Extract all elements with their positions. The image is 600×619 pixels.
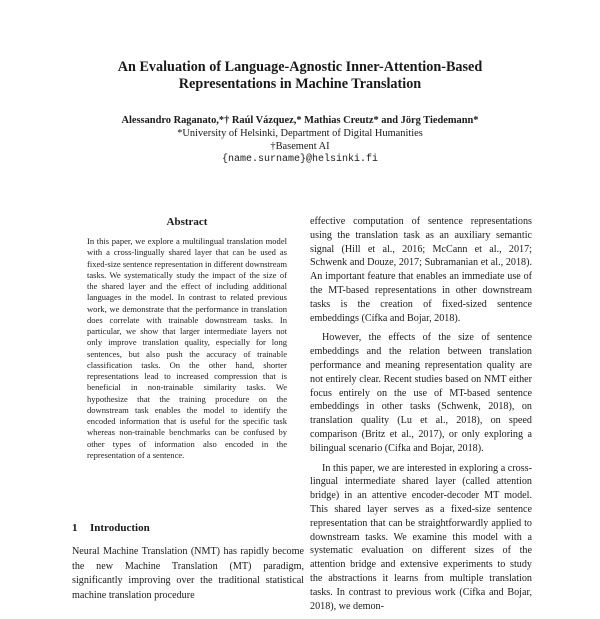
right-paragraph-2: However, the effects of the size of sentence embeddings and the relation between translation performance and meaning representation quality are not entirely clear. Recent studies based on NMT either focus entirely on the use of MT-based sentence embeddings in other tasks (Schwenk, 2018), on translation quality (Lu et al., 2018), on speed comparison (Britz et al., 2017), or only exploring a bilingual scenario (Cífka and Bojar, 2018).: [310, 332, 532, 454]
right-column: [310, 215, 532, 619]
title-line-1: An Evaluation of Language-Agnostic Inner-Attention-Based: [117, 59, 483, 75]
author-names: Alessandro Raganato,*† Raúl Vázquez,* Mathias Creutz* and Jörg Tiedemann*: [121, 115, 479, 126]
author-block: [40, 114, 560, 166]
author-email: {name.surname}@helsinki.fi: [221, 154, 379, 165]
abstract-text: In this paper, we explore a multilingual translation model with a cross-lingually shared layer that can be used as fixed-size sentence representation in different downstream tasks. We systematically study the impact of the size of the shared layer and the effect of including additional languages in the model. In contrast to related previous work, we demonstrate that the performance in translation does correlate with trainable downstream tasks. In particular, we show that larger intermediate layers not only improve translation quality, especially for long sentences, but also push the accuracy of trainable classification tasks. On the other hand, shorter representations lead to increased compression that is beneficial in non-trainable similarity tasks. We hypothesize that the training procedure on the downstream task enables the model to identify the encoded information that is useful for the specific task whereas non-trainable benchmarks can be confused by other types of information also encoded in the representation of a sentence.: [87, 236, 287, 460]
intro-left-paragraph: Neural Machine Translation (NMT) has rapidly become the new Machine Translation (MT) paradigm, significantly improving over the traditional statistical machine translation procedure: [72, 546, 304, 601]
section-title: Introduction: [90, 522, 150, 534]
paper-title: [60, 59, 540, 93]
right-paragraph-3: In this paper, we are interested in exploring a cross-lingual intermediate shared layer (called attention bridge) in an attentive encoder-decoder MT model. This shared layer serves as a fixed-size sentence representation that can be straightforwardly applied to downstream tasks. We examine this model with a systematic evaluation on different sizes of the attention bridge and extensive experiments to study the abstractions it learns from multiple translation tasks. In contrast to previous work (Cífka and Bojar, 2018), we demon-: [310, 462, 532, 612]
right-paragraph-1: effective computation of sentence representations using the translation task as an auxiliary semantic signal (Hill et al., 2016; McCann et al., 2017; Schwenk and Douze, 2017; Subramanian et al., 2018). An important feature that enables an immediate use of the MT-based representations in other downstream tasks is the creation of fixed-sized sentence embeddings (Cífka and Bojar, 2018).: [310, 216, 532, 324]
section-number: 1: [72, 522, 78, 534]
abstract-heading: Abstract: [166, 216, 208, 228]
affiliation-helsinki: *University of Helsinki, Department of Digital Humanities: [177, 128, 423, 139]
section-heading-introduction: [72, 522, 150, 534]
affiliation-basement: †Basement AI: [270, 141, 330, 152]
title-line-2: Representations in Machine Translation: [178, 76, 422, 92]
